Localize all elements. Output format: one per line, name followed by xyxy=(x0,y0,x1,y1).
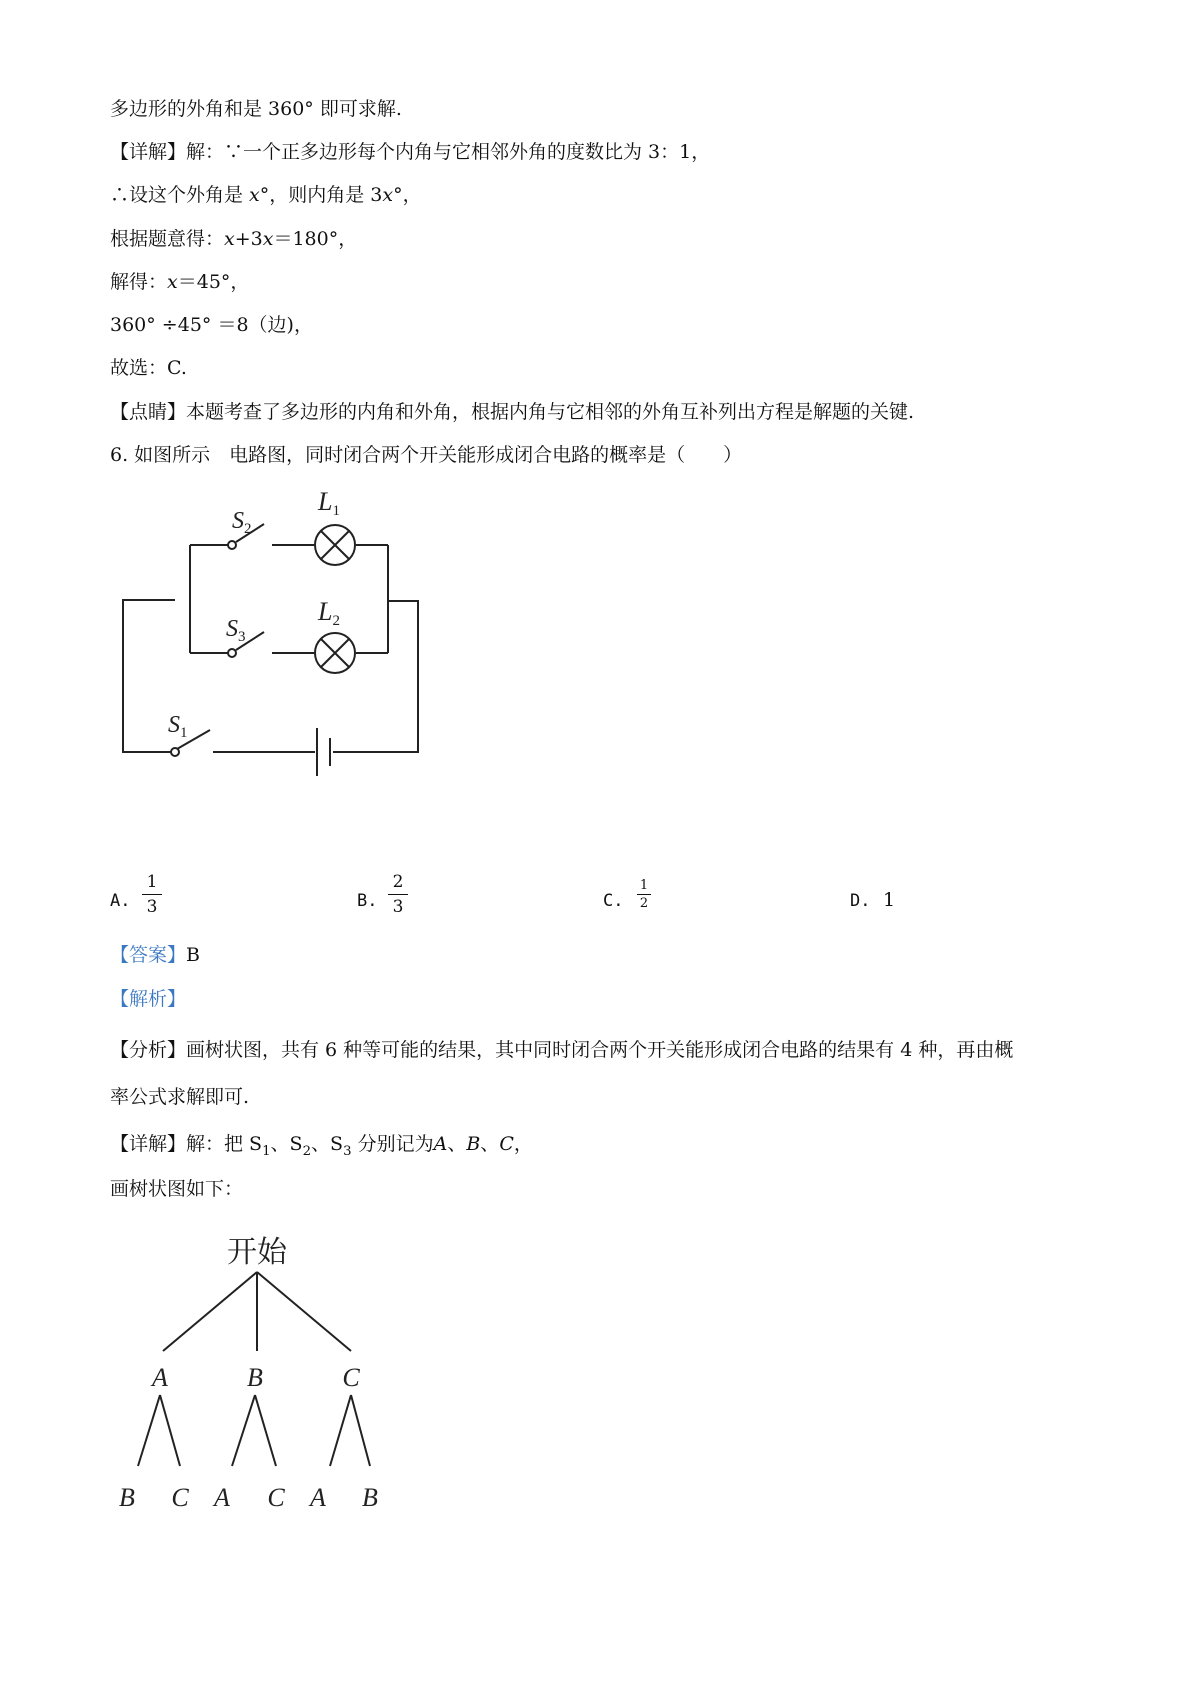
tree-leaf-3: A xyxy=(214,1483,230,1512)
label-l2: L xyxy=(318,597,333,626)
svg-text:S1: $S_1$ xyxy=(168,712,188,741)
text-line-8: 【点睛】本题考查了多边形的内角和外角，根据内角与它相邻的外角互补列出方程是解题的关键. xyxy=(110,401,915,423)
text-line-2: 【详解】解：∵一个正多边形每个内角与它相邻外角的度数比为 3：1， xyxy=(110,141,711,163)
label-s3: S xyxy=(226,616,238,642)
svg-text:S3: $S_3$ xyxy=(226,616,246,645)
answer-tag: 【答案】 xyxy=(110,944,187,966)
text-line-3: ∴设这个外角是 x°，则内角是 3x°， xyxy=(110,184,422,206)
label-l1: L xyxy=(318,487,333,516)
tree-leaf-4: C xyxy=(267,1483,285,1512)
text-line-5: 解得：x＝45°， xyxy=(110,271,250,293)
text-line-7: 故选：C. xyxy=(110,357,187,379)
tree-leaf-2: C xyxy=(171,1483,189,1512)
option-a-label: A. xyxy=(110,891,131,911)
option-a-fraction: 1 3 xyxy=(142,872,162,917)
tree-leaf-1: B xyxy=(119,1483,135,1512)
svg-text:L1: L1 xyxy=(318,487,340,519)
detail-line: 【详解】解：把 $S_1$、$S_2$、$S_3$ 分别记为A、B、C， xyxy=(110,1133,533,1159)
analysis-tag: 【解析】 xyxy=(110,988,187,1010)
option-c-label: C. xyxy=(603,891,624,911)
tree-level1-c: C xyxy=(342,1363,360,1392)
option-d-value: 1 xyxy=(883,889,896,911)
svg-text:L2: L2 xyxy=(318,597,340,629)
answer-line xyxy=(110,942,200,968)
option-b-fraction: 2 3 xyxy=(388,872,408,917)
label-s1: S xyxy=(168,712,180,738)
fenxi-line-2: 率公式求解即可. xyxy=(110,1086,250,1108)
tree-level1-b: B xyxy=(247,1363,263,1392)
label-s2: S xyxy=(232,508,244,534)
answer-value: B xyxy=(186,944,200,966)
tree-root: 开始 xyxy=(227,1236,287,1269)
tree-level1-a: A xyxy=(152,1363,168,1392)
text-line-1: 多边形的外角和是 360° 即可求解. xyxy=(110,98,402,120)
tree-leaf-5: A xyxy=(310,1483,326,1512)
option-d-label: D. xyxy=(850,891,871,911)
svg-text:S2: $S_2$ xyxy=(232,508,252,537)
question-6: 6. 如图所示 电路图，同时闭合两个开关能形成闭合电路的概率是（ ） xyxy=(110,444,743,466)
tree-leaf-6: B xyxy=(362,1483,378,1512)
tree-intro: 画树状图如下： xyxy=(110,1178,244,1200)
text-line-4: 根据题意得：x+3x＝180°， xyxy=(110,228,358,250)
circuit-diagram xyxy=(0,480,460,810)
fenxi-line-1: 【分析】画树状图，共有 6 种等可能的结果，其中同时闭合两个开关能形成闭合电路的结果有 4 种，再由概 xyxy=(110,1039,1014,1061)
option-b-label: B. xyxy=(357,891,378,911)
option-c-fraction: 1 2 xyxy=(637,878,651,911)
tree-diagram xyxy=(0,1220,420,1520)
text-line-6: 360° ÷45° ＝8（边)， xyxy=(110,314,313,336)
